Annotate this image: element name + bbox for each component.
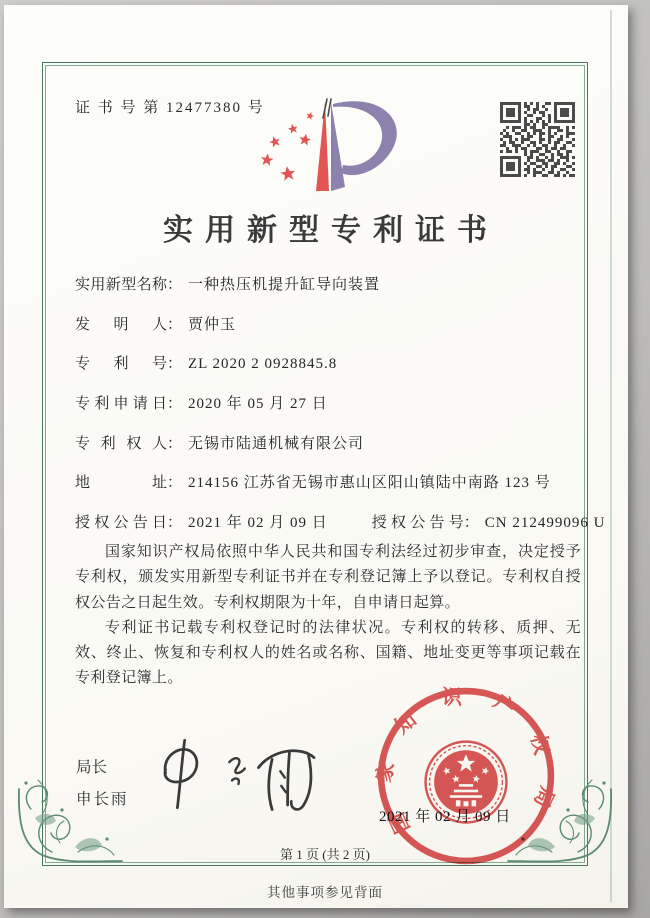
certificate-number: 证 书 号 第 12477380 号 xyxy=(75,100,265,116)
field-colon: ： xyxy=(463,515,479,532)
field-label: 专利申请日 xyxy=(75,396,167,413)
official-seal xyxy=(375,684,557,866)
field-colon: ： xyxy=(167,316,183,333)
back-side-note: 其他事项参见背面 xyxy=(267,885,383,900)
seal-date: 2021 年 02 月 09 日 xyxy=(379,809,511,825)
field-colon: ： xyxy=(167,356,183,373)
field-value: 无锡市陆通机械有限公司 xyxy=(188,435,365,452)
grant-date-value: 2021 年 02 月 09 日 xyxy=(188,515,328,532)
field-value: 贾仲玉 xyxy=(188,316,237,333)
field-row-filing-date xyxy=(75,393,580,415)
field-list xyxy=(75,274,606,552)
field-row-inventor xyxy=(75,314,580,336)
field-label: 专利权人 xyxy=(75,435,167,452)
field-colon: ： xyxy=(167,277,183,293)
certificate-title: 实用新型专利证书 xyxy=(163,214,499,247)
field-colon: ： xyxy=(167,435,183,452)
field-row-grant xyxy=(75,512,606,534)
signer-block xyxy=(76,756,129,812)
field-label: 专利号 xyxy=(75,356,167,373)
field-row-name xyxy=(75,274,580,296)
handwritten-signature-icon xyxy=(150,733,325,815)
field-row-address xyxy=(75,472,580,494)
field-row-patent-no xyxy=(75,353,580,375)
legal-paragraph-1: 国家知识产权局依照中华人民共和国专利法经过初步审查，决定授予专利权，颁发实用新型专利证书并在专利登记簿上予以登记。专利权自授权公告之日起生效。专利权期限为十年，自申请日起算。 xyxy=(75,544,581,611)
grant-date-label: 授权公告日 xyxy=(75,515,167,532)
seal-text: 国家知识产权局 xyxy=(375,686,557,837)
field-colon: ： xyxy=(167,396,183,413)
legal-paragraph-2: 专利证书记载专利权登记时的法律状况。专利权的转移、质押、无效、终止、恢复和专利权人的姓名或名称、国籍、地址变更等事项记载在专利登记簿上。 xyxy=(75,619,581,687)
qr-code xyxy=(500,102,575,177)
signer-title: 局长 xyxy=(76,759,108,776)
page-number: 第 1 页 (共 2 页) xyxy=(280,847,370,862)
grant-number-label: 授权公告号 xyxy=(371,515,464,532)
field-label: 地址 xyxy=(75,475,167,492)
field-label: 发明人 xyxy=(75,316,167,333)
field-value: 214156 江苏省无锡市惠山区阳山镇陆中南路 123 号 xyxy=(188,475,551,492)
field-value: ZL 2020 2 0928845.8 xyxy=(188,356,338,373)
signer-name: 申长雨 xyxy=(76,791,129,808)
field-label: 实用新型名称 xyxy=(75,277,167,293)
cnipa-logo-icon xyxy=(248,94,412,198)
field-row-patentee xyxy=(75,433,580,455)
field-value: 一种热压机提升缸导向装置 xyxy=(188,277,381,293)
legal-text xyxy=(75,540,581,692)
field-colon: ： xyxy=(167,515,183,532)
grant-number-value: CN 212499096 U xyxy=(484,515,606,532)
field-value: 2020 年 05 月 27 日 xyxy=(188,396,328,413)
field-colon: ： xyxy=(167,475,183,492)
